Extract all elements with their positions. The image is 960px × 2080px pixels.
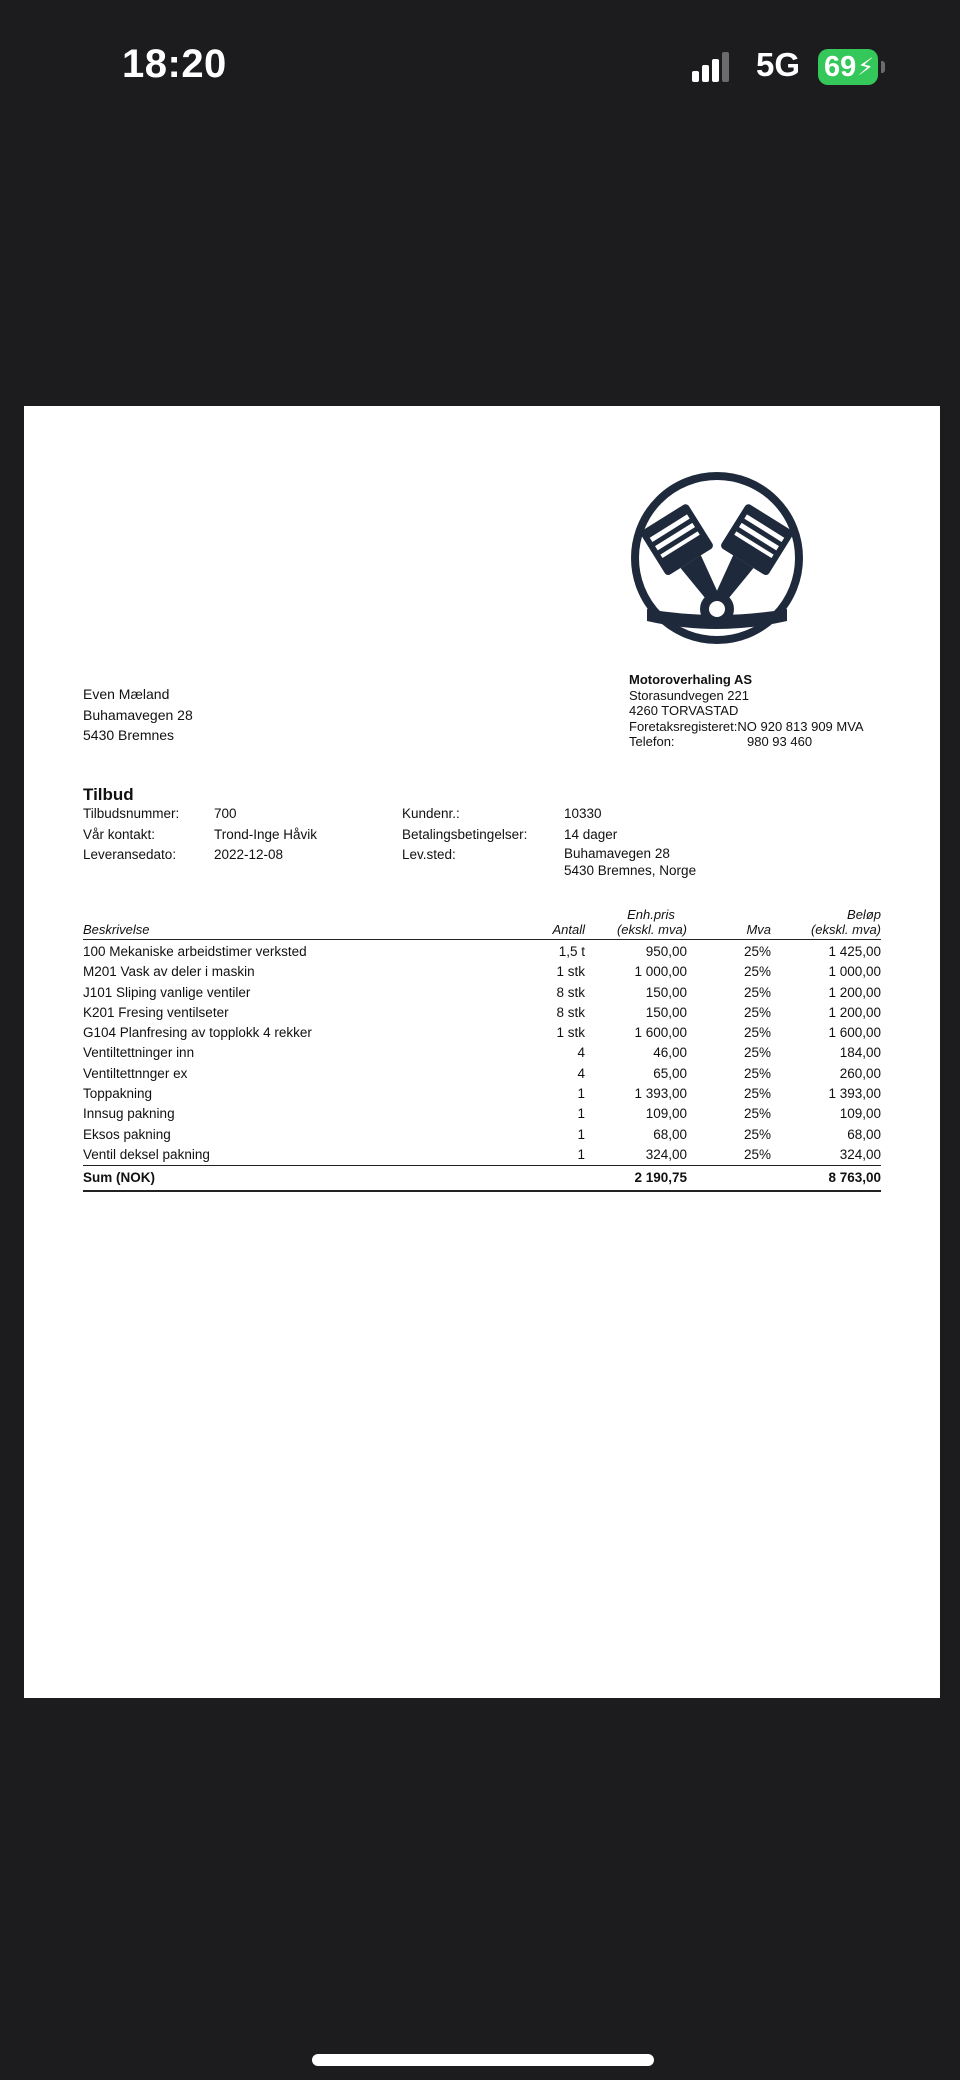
item-vat: 25% — [743, 1086, 771, 1102]
table-row — [83, 1125, 881, 1145]
org-value: NO 920 813 909 MVA — [737, 718, 864, 734]
status-time: 18:20 — [122, 42, 227, 86]
item-amount: 1 393,00 — [828, 1086, 881, 1102]
meta-label: Vår kontakt: — [83, 826, 156, 842]
cellular-signal-icon — [692, 52, 728, 82]
meta-label: Tilbudsnummer: — [83, 806, 180, 821]
item-amount: 184,00 — [839, 1045, 881, 1061]
item-description: M201 Vask av deler i maskin — [83, 964, 255, 980]
table-row — [83, 940, 881, 963]
battery-cap — [881, 61, 885, 73]
item-amount: 1 200,00 — [828, 1004, 881, 1020]
meta-row — [402, 825, 696, 846]
sum-label: Sum (NOK) — [83, 1166, 515, 1192]
item-unit-price: 65,00 — [653, 1065, 687, 1081]
item-description: K201 Fresing ventilseter — [83, 1004, 229, 1020]
item-amount: 1 600,00 — [828, 1025, 881, 1041]
item-amount: 109,00 — [839, 1106, 881, 1122]
header-vat: Mva — [687, 907, 771, 940]
item-quantity: 1,5 t — [558, 944, 585, 959]
item-unit-price: 68,00 — [653, 1126, 687, 1142]
document-page[interactable] — [24, 406, 940, 1698]
item-unit-price: 324,00 — [585, 1145, 687, 1166]
meta-row — [83, 845, 317, 866]
item-quantity: 1 — [577, 1086, 585, 1102]
supplier-postal: 4260 TORVASTAD — [629, 703, 739, 718]
header-amount: Beløp (ekskl. mva) — [771, 907, 881, 940]
item-description: Eksos pakning — [83, 1126, 171, 1142]
item-quantity: 8 stk — [556, 1004, 585, 1020]
item-vat: 25% — [743, 1126, 771, 1142]
network-label: 5G — [756, 46, 801, 83]
item-unit-price: 1 393,00 — [634, 1086, 687, 1102]
table-row — [83, 962, 881, 982]
meta-row — [402, 845, 696, 879]
item-vat: 25% — [743, 944, 771, 959]
quote-meta-right — [402, 804, 696, 879]
meta-label: Lev.sted: — [402, 847, 456, 862]
item-description: Ventiltettnnger ex — [83, 1065, 188, 1081]
customer-name: Even Mæland — [83, 686, 170, 702]
item-amount: 324,00 — [771, 1145, 881, 1166]
item-vat: 25% — [743, 1045, 771, 1061]
item-description: 100 Mekaniske arbeidstimer verksted — [83, 944, 307, 959]
table-row — [83, 1145, 881, 1166]
battery-level: 69 — [824, 50, 857, 83]
item-description: J101 Sliping vanlige ventiler — [83, 984, 251, 1000]
item-unit-price: 1 000,00 — [634, 964, 687, 980]
item-amount: 1 425,00 — [828, 944, 881, 959]
item-quantity: 1 stk — [556, 964, 585, 980]
home-indicator[interactable] — [312, 2054, 654, 2066]
supplier-info — [629, 672, 864, 750]
meta-row — [83, 804, 317, 825]
org-label: Foretaksregisteret: — [629, 718, 738, 734]
item-amount: 260,00 — [839, 1065, 881, 1081]
charging-bolt-icon: ⚡ — [857, 53, 875, 81]
item-description: Innsug pakning — [83, 1106, 175, 1122]
sum-row — [83, 1166, 881, 1192]
item-quantity: 1 — [515, 1145, 585, 1166]
customer-street: Buhamavegen 28 — [83, 706, 193, 723]
item-vat: 25% — [687, 1145, 771, 1166]
item-unit-price: 46,00 — [653, 1045, 687, 1061]
battery-indicator — [818, 49, 878, 85]
meta-value: 10330 — [564, 806, 602, 821]
item-unit-price: 150,00 — [645, 984, 687, 1000]
meta-value: 2022-12-08 — [214, 847, 284, 862]
table-row — [83, 1023, 881, 1043]
sum-vat-total: 2 190,75 — [585, 1166, 687, 1192]
meta-value: Buhamavegen 28 5430 Bremnes, Norge — [564, 846, 697, 878]
table-header — [83, 907, 881, 940]
customer-postal: 5430 Bremnes — [83, 727, 175, 743]
item-description: Toppakning — [83, 1086, 153, 1102]
phone-label: Telefon: — [629, 734, 675, 749]
sum-total: 8 763,00 — [771, 1166, 881, 1192]
quote-meta-left — [83, 804, 317, 866]
supplier-phone-row — [629, 734, 864, 750]
supplier-name: Motoroverhaling AS — [629, 672, 753, 687]
meta-label: Kundenr.: — [402, 806, 460, 821]
item-quantity: 4 — [577, 1045, 585, 1061]
item-quantity: 1 — [577, 1126, 585, 1142]
meta-row — [402, 804, 696, 825]
item-vat: 25% — [743, 1065, 771, 1081]
item-quantity: 1 stk — [556, 1025, 585, 1041]
meta-value: 700 — [214, 806, 237, 821]
piston-logo-icon — [627, 471, 807, 651]
item-amount: 68,00 — [847, 1126, 881, 1142]
supplier-street: Storasundvegen 221 — [629, 687, 749, 703]
table-row — [83, 983, 881, 1003]
item-quantity: 4 — [577, 1065, 585, 1081]
items-table — [83, 907, 881, 1192]
item-unit-price: 109,00 — [645, 1106, 687, 1122]
table-row — [83, 1084, 881, 1104]
item-quantity: 8 stk — [556, 984, 585, 1000]
item-vat: 25% — [743, 1004, 771, 1020]
item-unit-price: 950,00 — [645, 944, 687, 959]
table-row — [83, 1104, 881, 1124]
item-unit-price: 150,00 — [645, 1004, 687, 1020]
table-row — [83, 1003, 881, 1023]
item-unit-price: 1 600,00 — [634, 1025, 687, 1041]
meta-label: Leveransedato: — [83, 847, 177, 862]
header-unit-price: Enh.pris (ekskl. mva) — [585, 907, 687, 940]
meta-row — [83, 825, 317, 846]
item-amount: 1 200,00 — [828, 984, 881, 1000]
item-description: G104 Planfresing av topplokk 4 rekker — [83, 1025, 312, 1041]
item-vat: 25% — [743, 1106, 771, 1122]
meta-value: Trond-Inge Håvik — [214, 826, 318, 842]
item-description: Ventiltettninger inn — [83, 1045, 195, 1061]
phone-value: 980 93 460 — [747, 734, 813, 749]
meta-value: 14 dager — [564, 826, 618, 842]
item-vat: 25% — [743, 1025, 771, 1041]
item-vat: 25% — [743, 984, 771, 1000]
item-quantity: 1 — [577, 1106, 585, 1122]
table-row — [83, 1043, 881, 1063]
item-description: Ventil deksel pakning — [83, 1145, 515, 1166]
header-quantity: Antall — [515, 907, 585, 940]
item-vat: 25% — [743, 964, 771, 980]
document-title: Tilbud — [83, 785, 134, 804]
meta-label: Betalingsbetingelser: — [402, 826, 528, 842]
header-description: Beskrivelse — [83, 907, 515, 940]
item-amount: 1 000,00 — [828, 964, 881, 980]
customer-address — [83, 684, 193, 746]
supplier-org-row — [629, 719, 864, 735]
table-row — [83, 1064, 881, 1084]
